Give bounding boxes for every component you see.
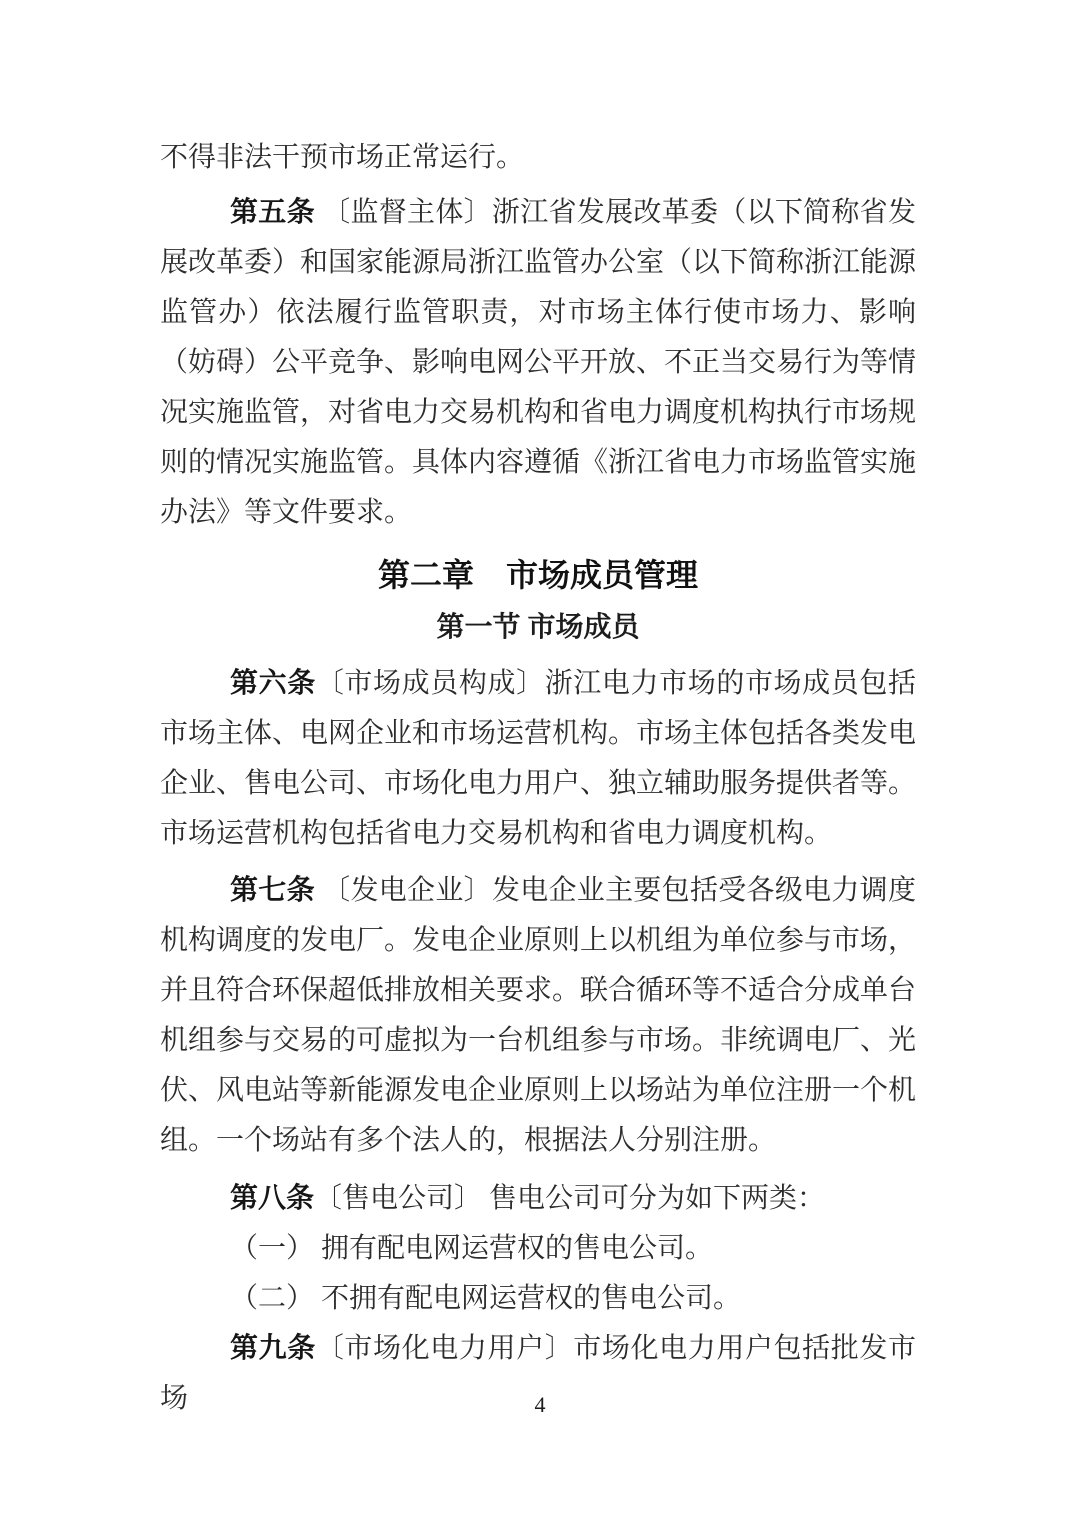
list-item-1: （一） 拥有配电网运营权的售电公司。 bbox=[230, 1233, 714, 1264]
article-7-number: 第七条 bbox=[230, 875, 315, 906]
document-body bbox=[160, 133, 916, 1424]
article-6-text: 〔市场成员构成〕浙江电力市场的市场成员包括市场主体、电网企业和市场运营机构。市场主体包括各类发电企业、售电公司、市场化电力用户、独立辅助服务提供者等。市场运营机构包括省电力交易机构和省电力调度机构。 bbox=[160, 668, 917, 849]
article-8-number: 第八条 bbox=[230, 1183, 315, 1214]
article-5-text: 〔监督主体〕浙江省发展改革委（以下简称省发展改革委）和国家能源局浙江监管办公室（以下简称浙江能源监管办）依法履行监管职责，对市场主体行使市场力、影响（妨碍）公平竞争、影响电网公平开放、不正当交易行为等情况实施监管，对省电力交易机构和省电力调度机构执行市场规则的情况实施监管。具体内容遵循《浙江省电力市场监管实施办法》等文件要求。 bbox=[160, 197, 917, 528]
article-6-paragraph bbox=[160, 659, 916, 859]
article-8-paragraph bbox=[160, 1174, 916, 1224]
section-heading: 第一节 市场成员 bbox=[436, 612, 640, 643]
article-5-number: 第五条 bbox=[230, 197, 315, 228]
article-7-paragraph bbox=[160, 866, 916, 1166]
article-7-text: 〔发电企业〕发电企业主要包括受各级电力调度机构调度的发电厂。发电企业原则上以机组为单位参与市场，并且符合环保超低排放相关要求。联合循环等不适合分成单台机组参与交易的可虚拟为一台机组参与市场。非统调电厂、光伏、风电站等新能源发电企业原则上以场站为单位注册一个机组。一个场站有多个法人的，根据法人分别注册。 bbox=[160, 875, 917, 1156]
list-item-2: （二） 不拥有配电网运营权的售电公司。 bbox=[230, 1283, 742, 1314]
chapter-heading: 第二章 市场成员管理 bbox=[377, 557, 698, 593]
article-5-paragraph bbox=[160, 188, 916, 538]
article-8-text: 〔售电公司〕 售电公司可分为如下两类： bbox=[314, 1183, 826, 1214]
page-number: 4 bbox=[534, 1392, 546, 1417]
article-6-number: 第六条 bbox=[230, 668, 316, 699]
article-9-text: 〔市场化电力用户〕市场化电力用户包括批发市场 bbox=[160, 1333, 916, 1414]
paragraph-continuation: 不得非法干预市场正常运行。 bbox=[160, 142, 525, 173]
article-9-number: 第九条 bbox=[230, 1333, 316, 1364]
